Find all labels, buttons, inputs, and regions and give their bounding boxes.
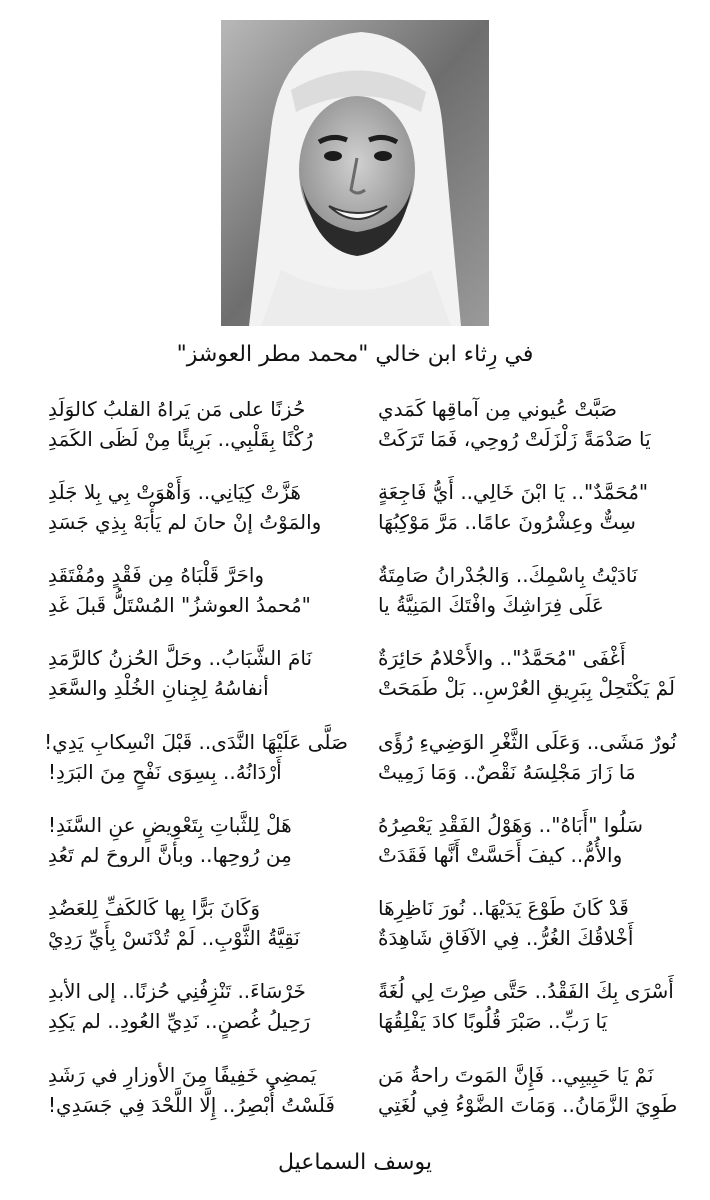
verse-line: يَا رَبِّ.. صَبْرَ قُلُوبًا كادَ يَفْلِقُهَا	[378, 1009, 608, 1033]
verse-line: لَمْ يَكْتَحِلْ بِبَرِيقِ العُرْسِ.. بَلْ طَمَحَتْ	[378, 676, 675, 700]
stanza-9-left	[48, 1060, 348, 1120]
verse-line: رُكْنًا بِقَلْبِي.. بَرِيئًا مِنْ لَظَى الكَمَدِ	[48, 427, 313, 451]
verse-line: وَكَانَ بَرًّا بِها كَالكَفِّ لِلعَضُدِ	[48, 896, 261, 920]
verse-line: نَادَيْتُ بِاسْمِكَ.. وَالجُدْرانُ صَامِتَةٌ	[378, 563, 638, 587]
portrait-photo	[221, 20, 489, 326]
stanza-9-right	[378, 1060, 678, 1120]
verse-line: أَخْلاقُكَ الغُرُّ.. فِي الآفَاقِ شَاهِدَةٌ	[378, 926, 634, 950]
stanza-7-left	[48, 893, 348, 953]
stanza-4-right	[378, 643, 678, 703]
stanza-5-left	[44, 727, 348, 787]
verse-line: صَبَّتْ عُيوني مِن آماقِها كَمَدي	[378, 397, 618, 421]
verse-line: مَا زَارَ مَجْلِسَهُ نَقْصٌ.. وَمَا زَمِيتْ	[378, 760, 636, 784]
verse-line: رَحِيلُ غُصنٍ.. نَدِيِّ العُودِ.. لم يَكِدِ	[48, 1009, 311, 1033]
stanza-5-right	[378, 727, 678, 787]
verse-line: خَرْسَاءَ.. تَنْزِفُنِي حُزنًا.. إلى الأبدِ	[48, 979, 306, 1003]
author-signature: يوسف السماعيل	[278, 1150, 432, 1175]
portrait-illustration	[221, 20, 489, 326]
verse-line: أَرْدَانُهُ.. بِسِوَى نَفْحٍ مِنَ البَرَدِ!	[48, 760, 282, 784]
verse-line: قَدْ كَانَ طَوْعَ يَدَيْهَا.. نُورَ نَاظِرِهَا	[378, 896, 629, 920]
verse-line: هَلْ لِلثَّباتِ بِتَعْوِيضٍ عنِ السَّنَدِ!	[48, 813, 292, 837]
verse-line: طَوِيَ الزَّمَانُ.. وَمَاتَ الضَّوْءُ فِي لُغَتِي	[378, 1093, 678, 1117]
verse-line: سِتٌّ وعِشْرُونَ عامًا.. مَرَّ مَوْكِبُهَا	[378, 510, 636, 534]
stanza-2-right	[378, 477, 678, 537]
verse-line: "مُحمدُ العوشزُ" المُسْتَلُّ قَبلَ غَدِ	[48, 593, 311, 617]
stanza-6-right	[378, 810, 678, 870]
stanza-8-right	[378, 976, 678, 1036]
stanza-8-left	[48, 976, 348, 1036]
stanza-1-right	[378, 394, 678, 454]
verse-line: صَلَّى عَلَيْهَا النَّدَى.. قَبْلَ انْسِكابِ يَدِي!	[44, 730, 348, 754]
verse-line: نَقِيَّةُ الثَّوْبِ.. لَمْ تُدْنَسْ بِأَيِّ رَدِيْ	[48, 926, 300, 950]
verse-line: أَغْفَى "مُحَمَّدُ".. والأَحْلامُ حَائِرَةٌ	[378, 646, 626, 670]
verse-line: واحَرَّ قَلْبَاهُ مِن فَقْدٍ ومُفْتَقَدِ	[48, 563, 265, 587]
poem-title: في رِثاء ابن خالي "محمد مطر العوشز"	[176, 342, 534, 367]
verse-line: يَا صَدْمَةً زَلْزَلَتْ رُوحِي، فَمَا تَرَكَتْ	[378, 427, 651, 451]
verse-line: حُزنًا على مَن يَراهُ القلبُ كالوَلَدِ	[48, 397, 306, 421]
verse-line: نَامَ الشَّبَابُ.. وحَلَّ الحُزنُ كالرَّمَدِ	[48, 646, 313, 670]
verse-line: أنفاسُهُ لِجِنانِ الخُلْدِ والسَّعَدِ	[48, 676, 269, 700]
verse-line: فَلَسْتُ أُبْصِرُ.. إِلَّا اللَّحْدَ فِي جَسَدِي!	[48, 1093, 335, 1117]
stanza-1-left	[48, 394, 348, 454]
verse-line: والأُمُّ.. كيفَ أَحَسَّتْ أَنَّها فَقَدَتْ	[378, 843, 623, 867]
verse-line: مِن رُوحِها.. وبأنَّ الروحَ لم تَعُدِ	[48, 843, 292, 867]
verse-line: أَسْرَى بِكَ الفَقْدُ.. حَتَّى صِرْتَ لِي لُغَةً	[378, 979, 674, 1003]
stanza-7-right	[378, 893, 678, 953]
verse-line: نَمْ يَا حَبِيبِي.. فَإِنَّ المَوتَ راحةُ مَن	[378, 1063, 654, 1087]
stanza-6-left	[48, 810, 348, 870]
stanza-4-left	[48, 643, 348, 703]
stanza-3-left	[48, 560, 348, 620]
verse-line: يَمضِي خَفِيفًا مِنَ الأوزارِ في رَشَدِ	[48, 1063, 317, 1087]
verse-line: "مُحَمَّدٌ".. يَا ابْنَ خَالِي.. أَيُّ فَاجِعَةٍ	[378, 480, 649, 504]
verse-line: نُورٌ مَشَى.. وَعَلَى الثَّغْرِ الوَضِيءِ رُؤًى	[378, 730, 677, 754]
stanza-3-right	[378, 560, 678, 620]
verse-line: هَزَّتْ كِيَانِي.. وَأَهْوَتْ بِي بِلا جَلَدِ	[48, 480, 301, 504]
verse-line: عَلَى فِرَاشِكَ وافْتَكَ المَنِيَّةُ يا	[378, 593, 604, 617]
verse-line: والمَوْتُ إنْ حانَ لم يَأْبَهْ بِذِي جَسَدِ	[48, 510, 322, 534]
verse-line: سَلُوا "أَبَاهُ".. وَهَوْلُ الفَقْدِ يَعْصِرُهُ	[378, 813, 644, 837]
stanza-2-left	[48, 477, 348, 537]
